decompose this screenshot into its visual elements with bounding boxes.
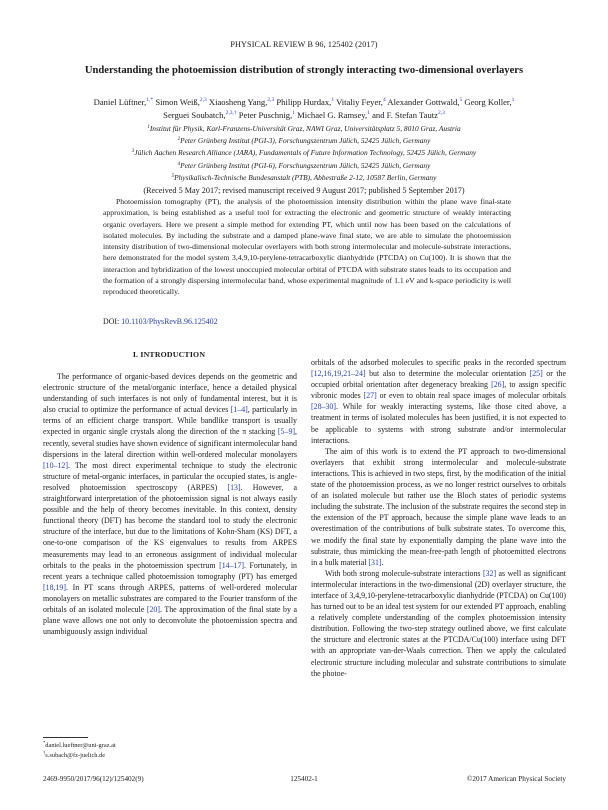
affiliation-ref[interactable]: 2,3 xyxy=(267,97,275,103)
author-name: Peter Puschnig, xyxy=(238,110,293,120)
paragraph: The performance of organic-based devices depends on the geometric and electronic structure of the metal/organic interface, hence a detailed physical understanding of such interfaces is not only of fundamental interest, but it is also crucial to optimize the performance of actual devices [1–4], particularly in terms of an efficient charge transport. While bandlike transport is usually expected in organic single crystals along the direction of the π stacking [5–9], recently, several studies have shown evidence of significant intermolecular band dispersions in the lateral direction within well-ordered molecular monolayers [10–12]. The most direct experimental technique to study the electronic structure of metal-organic interfaces, in particular the occupied states, is angle-resolved photoemission spectroscopy (ARPES) [13]. However, a straightforward interpretation of the photoemission signal is not always easily possible and the help of theory becomes inevitable. In this context, density functional theory (DFT) has become the standard tool to study the electronic structure of the interface, but due to the limitations of Kohn-Sham (KS) DFT, a one-to-one comparison of the KS eigenvalues to results from ARPES measurements may lead to an erroneous assignment of individual molecular orbitals to the peaks in the photoemission spectrum [14–17]. Fortunately, in recent years a technique called photoemission tomography (PT) has emerged [18,19]. In PT scans through ARPES, patterns of well-ordered molecular monolayers on metallic substrates are compared to the Fourier transform of the orbitals of an isolated molecule [20]. The approximation of the final state by a plane wave allows one not only to deconvolute the photoemission spectra and unambiguously assign individual xyxy=(43,372,297,637)
citation-link[interactable]: [18,19] xyxy=(43,582,67,592)
citation-link[interactable]: [13] xyxy=(227,482,241,492)
left-column xyxy=(43,371,297,637)
page-number: 125402-1 xyxy=(290,775,318,783)
footnote-email[interactable]: daniel.lueftner@uni-graz.at xyxy=(45,742,116,749)
affiliation-ref[interactable]: 1,* xyxy=(146,97,154,103)
affiliation: $^2$Peter Grünberg Institut (PGI-3), Forschungszentrum Jülich, 52425 Jülich, Germany xyxy=(177,136,431,146)
footer-issn: 2469-9950/2017/96(12)/125402(9) xyxy=(43,775,144,783)
footnote: †s.subach@fz-juelich.de xyxy=(43,750,106,759)
affiliation-ref[interactable]: 4 xyxy=(382,97,386,103)
footnote-email[interactable]: s.subach@fz-juelich.de xyxy=(45,752,106,759)
author-name: Simon Weiß, xyxy=(155,97,200,107)
affiliation-number: 3 xyxy=(131,149,135,155)
author-name: Georg Koller, xyxy=(464,97,512,107)
affiliation: $^5$Physikalisch-Technische Bundesanstalt (PTB), Abbestraße 2-12, 10587 Berlin, Germany xyxy=(171,172,437,182)
affiliation: $^3$Jülich Aachen Research Alliance (JARA), Fundamentals of Future Information Technology, 52425 Jülich, Germany xyxy=(131,148,477,158)
citation-link[interactable]: [32] xyxy=(482,568,497,578)
affiliation-ref[interactable]: 1 xyxy=(331,97,335,103)
affiliation: $^1$Institut für Physik, Karl-Franzens-Universität Graz, NAWI Graz, Universitätsplatz 5, 8010 Graz, Austria xyxy=(147,124,461,133)
copyright: ©2017 American Physical Society xyxy=(466,775,566,783)
citation-link[interactable]: [5–9] xyxy=(277,427,296,437)
citation-link[interactable]: [1–4] xyxy=(230,405,248,415)
author-list xyxy=(0,96,608,122)
affiliation-ref[interactable]: 2,3 xyxy=(437,110,445,116)
footnotes xyxy=(43,741,116,761)
journal-header: PHYSICAL REVIEW B 96, 125402 (2017) xyxy=(230,40,378,49)
affiliation-ref[interactable]: 1 xyxy=(367,110,370,116)
affiliation-list xyxy=(0,123,608,184)
footnote-divider xyxy=(43,737,88,738)
author-name: Serguei Soubatch, xyxy=(163,110,226,120)
citation-link[interactable]: [10–12] xyxy=(43,460,68,470)
abstract: Photoemission tomography (PT), the analysis of the photoemission intensity distribution within the plane wave final-state approximation, is being established as a useful tool for extracting the electronic and geometric structure of weakly interacting organic overlayers. Here we present a simple method for extending PT, which until now has been based on the calculations of isolated molecules. By including the substrate and a damped plane-wave final state, we are able to simulate the photoemission intensity distribution of two-dimensional molecular overlayers with both strong intermolecular and molecule-substrate interactions, here demonstrated for the model system 3,4,9,10-perylene-tetracarboxylic dianhydride (PTCDA) on Cu(100). It is shown that the interaction and hybridization of the lowest unoccupied molecular orbital of PTCDA with substrate states leads to its occupation and the formation of a strongly dispersing intermolecular band, whose experimental magnitude of 1.1 eV and k-space periodicity is well reproduced theoretically. xyxy=(103,197,511,297)
citation-link[interactable]: [25] xyxy=(529,369,543,379)
author-name: Xiaosheng Yang, xyxy=(208,97,268,107)
citation-link[interactable]: [14–17] xyxy=(219,560,245,570)
section-heading-introduction: I. INTRODUCTION xyxy=(132,350,206,359)
author-name: Alexander Gottwald, xyxy=(387,97,460,107)
paragraph: orbitals of the adsorbed molecules to specific peaks in the recorded spectrum [12,16,19,21–24] but also to determine the molecular orientation [25] or the occupied orbital orientation after degeneracy breaking [26], to assign specific vibronic modes [27] or even to obtain real space images of molecular orbitals [28–30]. While for weakly interacting systems, like those cited above, a treatment in terms of isolated molecules has been justified, it is not expected to be applicable to systems with strong substrate and/or intermolecular interactions. xyxy=(311,358,567,445)
citation-link[interactable]: [31] xyxy=(368,557,382,567)
doi-label: DOI: xyxy=(103,317,120,326)
affiliation-ref[interactable]: 2,3,† xyxy=(225,110,237,116)
doi-line xyxy=(103,317,218,326)
affiliation-number: 1 xyxy=(147,125,150,130)
affiliation-ref[interactable]: 1 xyxy=(292,110,295,116)
affiliation-ref[interactable]: 5 xyxy=(459,97,463,103)
affiliation-number: 4 xyxy=(177,161,181,167)
citation-link[interactable]: [20] xyxy=(146,604,161,614)
article-title: Understanding the photoemission distribution of strongly interacting two-dimensional overlayers xyxy=(84,65,524,76)
citation-link[interactable]: [12,16,19,21–24] xyxy=(311,369,366,379)
author-name: Vitaliy Feyer, xyxy=(336,97,383,107)
affiliation-ref[interactable]: 2,3 xyxy=(199,97,207,103)
citation-link[interactable]: [26] xyxy=(491,380,505,390)
author-name: Michael G. Ramsey, xyxy=(297,110,368,120)
author-name: Philipp Hurdax, xyxy=(276,97,332,107)
right-column xyxy=(311,357,566,679)
author-name: and F. Stefan Tautz xyxy=(372,110,438,120)
author-name: Daniel Lüftner, xyxy=(93,97,147,107)
affiliation-number: 5 xyxy=(171,173,175,179)
paragraph: The aim of this work is to extend the PT approach to two-dimensional overlayers that exhibit strong intermolecular and molecule-substrate interactions. This is achieved in two steps, first, by the modification of the initial state of the photoemission process, as we no longer restrict ourselves to orbitals of an isolated molecule but rather use the Bloch states of periodic systems including the substrate. The inclusion of the substrate requires the second step in the extension of the PT approach, because the simple plane wave leads to an overestimation of the contributions of bulk substrate states. To overcome this, we modify the final state by exponentially damping the plane wave into the substrate, thus mimicking the mean-free-path length of photoemitted electrons in a bulk material [31]. xyxy=(311,446,566,567)
affiliation-number: 2 xyxy=(177,137,181,143)
paragraph: With both strong molecule-substrate interactions [32] as well as significant intermolecular interactions in the two-dimensional (2D) overlayer structure, the interface of 3,4,9,10-perylene-tetracarboxylic dianhydride (PTCDA) on Cu(100) has turned out to be an ideal test system for our extended PT approach, enabling a relatively complete understanding of the complex photoemission intensity distribution. Following the two-step strategy outlined above, we first calculate the structure and electronic states at the PTCDA/Cu(100) interface using DFT with an appropriate van-der-Waals correction. Then we apply the calculated electronic structure including molecular and substrate contributions to simulate the photoe- xyxy=(311,568,566,678)
received-dates: (Received 5 May 2017; revised manuscript received 9 August 2017; published 5 September 2017) xyxy=(143,186,465,195)
affiliation-ref[interactable]: 1 xyxy=(511,97,515,103)
footnote: *daniel.lueftner@uni-graz.at xyxy=(43,740,116,749)
doi-link[interactable]: 10.1103/PhysRevB.96.125402 xyxy=(121,317,218,326)
citation-link[interactable]: [27] xyxy=(363,391,377,401)
citation-link[interactable]: [28–30] xyxy=(311,402,336,412)
affiliation: $^4$Peter Grünberg Institut (PGI-6), Forschungszentrum Jülich, 52425 Jülich, Germany xyxy=(177,160,431,170)
